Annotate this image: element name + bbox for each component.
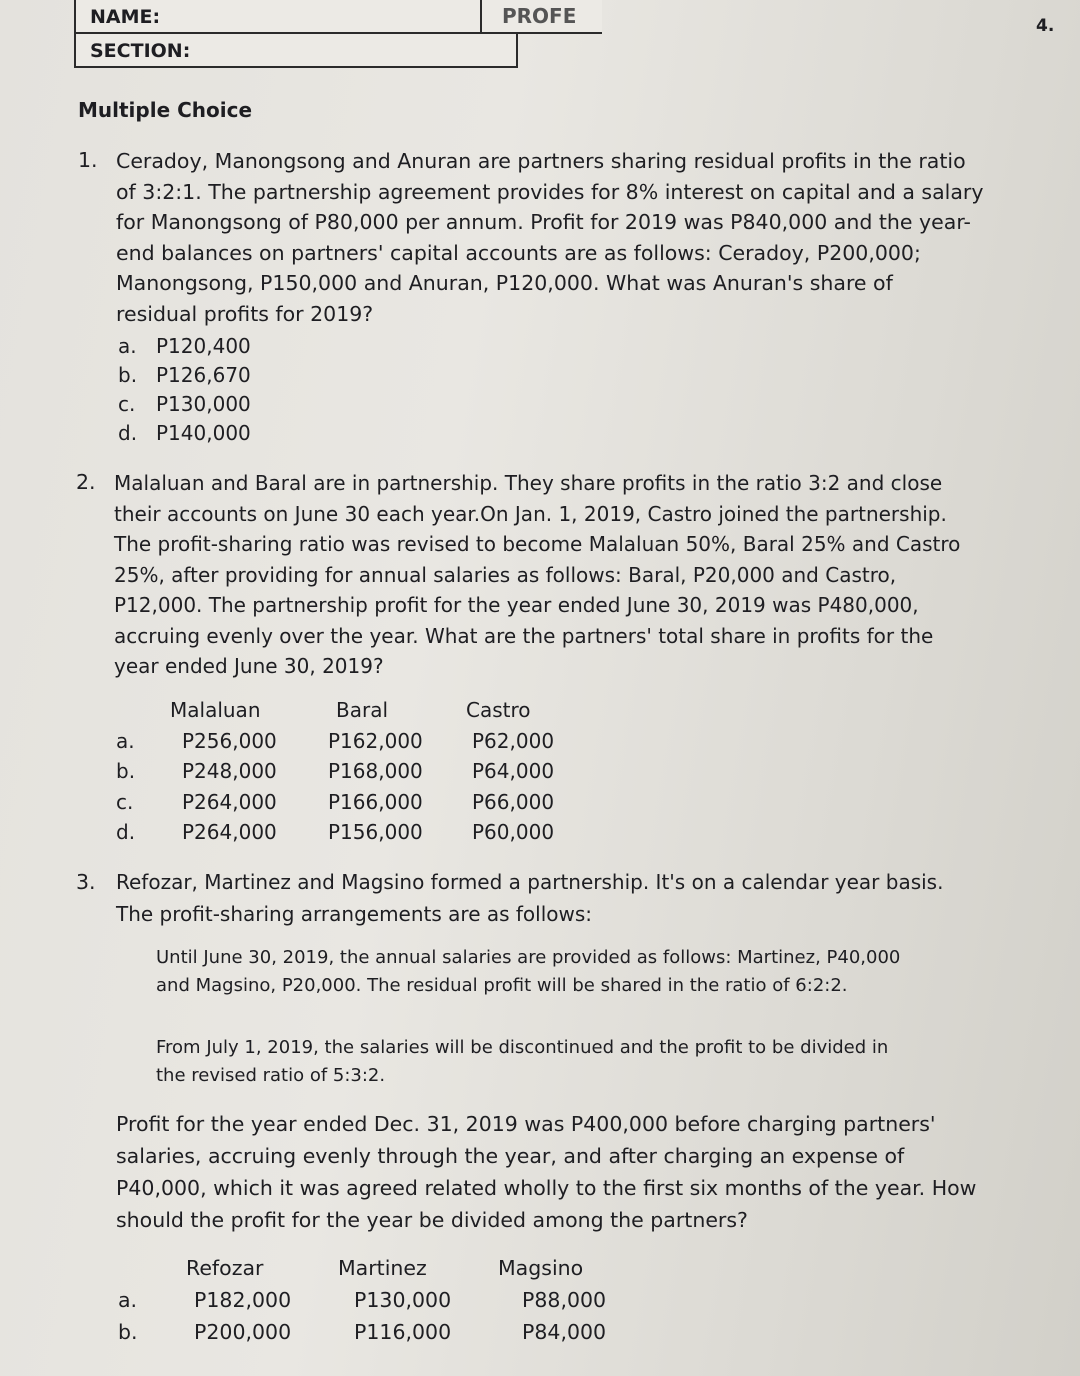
text-line: of 3:2:1. The partnership agreement provides for 8% interest on capital and a salary [116,179,984,204]
table-cell: P62,000 [472,728,555,753]
option-letter: d. [116,820,136,844]
option-letter: a. [118,334,137,358]
table-cell: P168,000 [328,759,423,783]
text-line: and Magsino, P20,000. The residual profit will be shared in the ratio of 6:2:2. [156,975,848,996]
text-line: Ceradoy, Manongsong and Anuran are partners sharing residual profits in the ratio [116,149,966,173]
table-cell: P256,000 [182,728,277,753]
option-letter: b. [118,363,138,387]
table-header-row [114,698,594,729]
text-line: their accounts on June 30 each year.On Jan. 1, 2019, Castro joined the partnership. [114,501,947,526]
column-header: Castro [466,698,531,722]
text-line: P12,000. The partnership profit for the year ended June 30, 2019 was P480,000, [114,593,919,617]
student-info-box [74,0,518,68]
column-header: Malaluan [170,698,261,722]
table-cell: P116,000 [354,1320,452,1344]
table-cell: P264,000 [182,789,277,814]
option-d[interactable] [114,820,594,851]
option-c[interactable] [114,790,594,821]
question-3-paragraph-1 [156,944,900,1000]
text-line: The profit-sharing arrangements are as follows: [116,902,593,926]
option-b[interactable] [118,363,251,387]
table-cell: P130,000 [354,1288,452,1312]
option-letter: c. [118,392,136,416]
text-line: the revised ratio of 5:3:2. [156,1065,386,1086]
text-line: salaries, accruing evenly through the year, and after charging an expense of [116,1144,905,1168]
option-b[interactable] [114,759,594,790]
text-line: Malaluan and Baral are in partnership. They share profits in the ratio 3:2 and close [114,471,943,495]
table-cell: P166,000 [328,789,423,814]
question-3-intro [116,866,943,930]
option-b[interactable] [116,1320,616,1352]
option-text: P120,400 [156,334,251,358]
table-cell: P156,000 [328,820,423,844]
column-header: Refozar [186,1256,264,1280]
text-line: Manongsong, P150,000 and Anuran, P120,000. What was Anuran's share of [116,271,893,295]
table-cell: P64,000 [472,759,555,783]
option-text: P130,000 [156,392,251,416]
name-label: NAME: [90,6,161,28]
text-line: The profit-sharing ratio was revised to become Malaluan 50%, Baral 25% and Castro [114,532,961,556]
column-header: Magsino [498,1256,584,1280]
option-letter: a. [116,728,135,753]
professor-label: PROFE [502,4,577,28]
question-2-options-table [114,698,594,851]
text-line: Until June 30, 2019, the annual salaries are provided as follows: Martinez, P40,000 [156,947,901,968]
question-2-text [114,468,960,682]
professor-box [480,0,602,34]
option-a[interactable] [114,729,594,760]
table-cell: P66,000 [472,789,555,814]
column-header: Martinez [338,1256,427,1280]
option-c[interactable] [118,392,251,416]
table-cell: P84,000 [522,1320,607,1344]
table-cell: P248,000 [182,759,277,783]
option-letter: b. [118,1320,138,1344]
text-line: should the profit for the year be divided among the partners? [116,1208,748,1232]
table-cell: P182,000 [194,1288,292,1312]
option-letter: c. [116,789,134,814]
option-letter: d. [118,421,138,445]
question-3-body [116,1108,976,1236]
option-letter: b. [116,759,136,783]
text-line: Profit for the year ended Dec. 31, 2019 was P400,000 before charging partners' [116,1112,936,1136]
question-3-paragraph-2 [156,1034,888,1090]
question-3-options-table [116,1256,616,1352]
page-number: 4. [1036,16,1055,36]
column-header: Baral [336,698,389,722]
option-a[interactable] [118,334,251,358]
question-number: 2. [76,470,96,494]
text-line: for Manongsong of P80,000 per annum. Profit for 2019 was P840,000 and the year- [116,210,971,234]
table-cell: P162,000 [328,728,423,753]
name-row [76,0,516,34]
option-letter: a. [118,1288,138,1312]
section-label: SECTION: [90,40,191,62]
text-line: 25%, after providing for annual salaries as follows: Baral, P20,000 and Castro, [114,562,897,587]
text-line: end balances on partners' capital accounts are as follows: Ceradoy, P200,000; [116,240,921,265]
text-line: Refozar, Martinez and Magsino formed a partnership. It's on a calendar year basis. [116,870,944,894]
question-number: 1. [78,148,98,172]
table-header-row [116,1256,616,1288]
text-line: accruing evenly over the year. What are the partners' total share in profits for the [114,623,934,648]
option-d[interactable] [118,421,251,445]
table-cell: P60,000 [472,820,555,844]
question-number: 3. [76,870,96,894]
text-line: year ended June 30, 2019? [114,654,384,678]
table-cell: P264,000 [182,820,277,844]
table-cell: P200,000 [194,1320,292,1344]
text-line: residual profits for 2019? [116,301,374,326]
table-cell: P88,000 [522,1288,607,1312]
section-row [76,34,516,66]
text-line: From July 1, 2019, the salaries will be discontinued and the profit to be divided in [156,1037,889,1058]
option-text: P140,000 [156,421,251,445]
question-1-text [116,146,984,329]
option-text: P126,670 [156,363,251,387]
option-a[interactable] [116,1288,616,1320]
text-line: P40,000, which it was agreed related wholly to the first six months of the year. How [116,1176,977,1200]
section-title: Multiple Choice [78,98,253,122]
